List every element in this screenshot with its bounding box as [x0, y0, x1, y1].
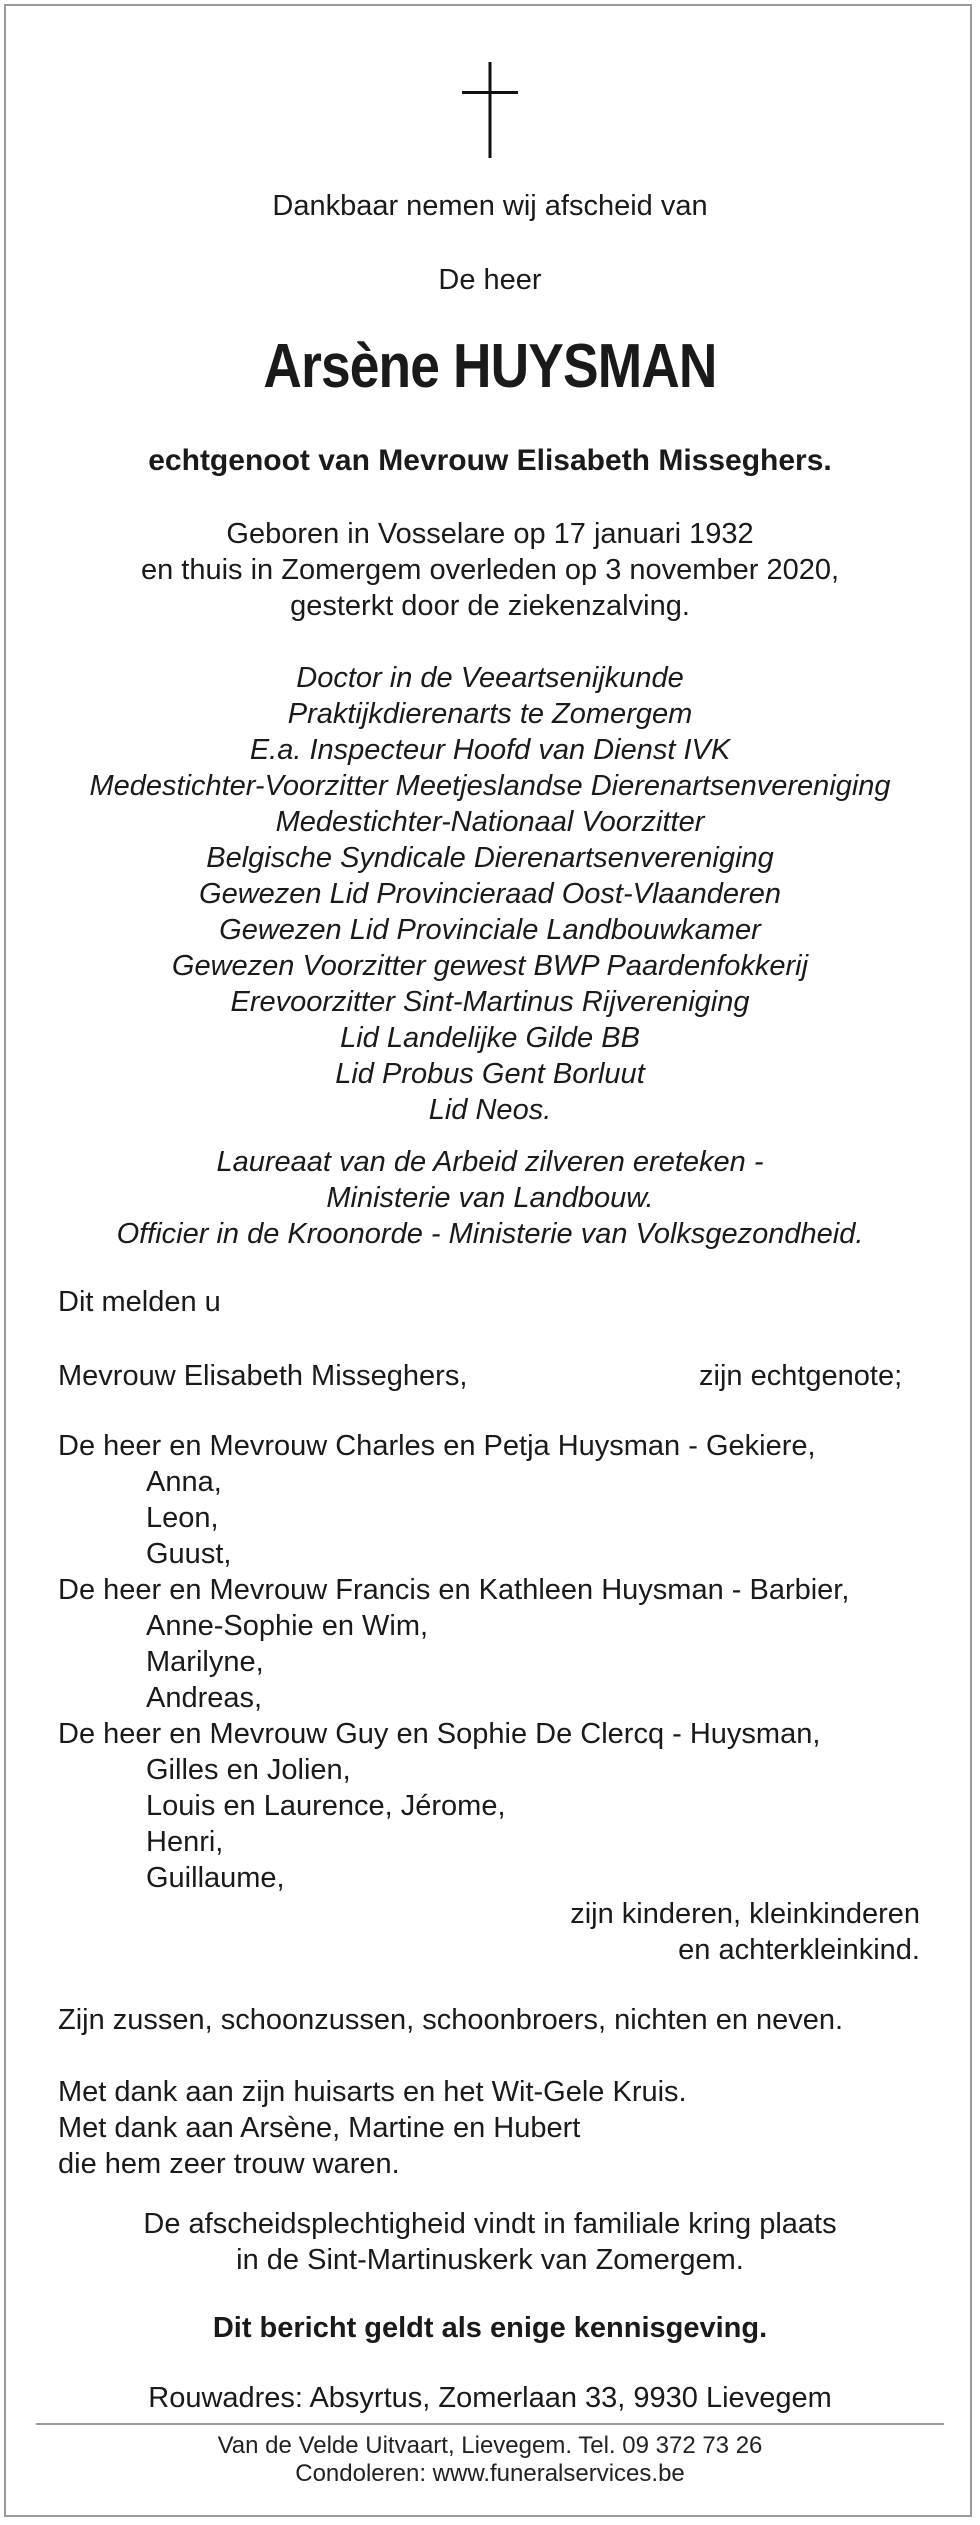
ceremony-line: De afscheidsplechtigheid vindt in familiale kring plaats: [143, 2208, 837, 2240]
salutation: De heer: [438, 264, 542, 296]
title-line: Lid Landelijke Gilde BB: [340, 1022, 640, 1054]
deceased-name: Arsène HUYSMAN: [263, 332, 717, 401]
title-line: E.a. Inspecteur Hoofd van Dienst IVK: [249, 734, 731, 766]
family-line: De heer en Mevrouw Charles en Petja Huysman - Gekiere,: [58, 1430, 816, 1462]
spouse-line: echtgenoot van Mevrouw Elisabeth Misseghers.: [148, 444, 832, 477]
family-line: Marilyne,: [146, 1646, 264, 1678]
announce-line: Dit melden u: [58, 1286, 221, 1318]
family-line: Gilles en Jolien,: [146, 1754, 351, 1786]
title-line: Doctor in de Veeartsenijkunde: [296, 662, 684, 694]
title-line: Lid Probus Gent Borluut: [335, 1058, 645, 1090]
title-line: Lid Neos.: [428, 1094, 552, 1126]
family-line: Leon,: [146, 1502, 219, 1534]
title-line: Gewezen Voorzitter gewest BWP Paardenfokkerij: [171, 950, 809, 982]
children-role-line: zijn kinderen, kleinkinderen: [570, 1898, 920, 1930]
birth-death-line: en thuis in Zomergem overleden op 3 november 2020,: [140, 554, 840, 586]
family-line: Guust,: [146, 1538, 232, 1570]
honour-line: Laureaat van de Arbeid zilveren ereteken -: [216, 1146, 764, 1178]
family-line: Anne-Sophie en Wim,: [146, 1610, 429, 1642]
condolences-line: Condoleren: www.funeralservices.be: [295, 2460, 685, 2487]
family-line: Louis en Laurence, Jérome,: [146, 1790, 506, 1822]
honour-line: Officier in de Kroonorde - Ministerie van Volksgezondheid.: [116, 1218, 864, 1250]
thanks-line: Met dank aan zijn huisarts en het Wit-Gele Kruis.: [58, 2076, 687, 2108]
thanks-line: Met dank aan Arsène, Martine en Hubert: [58, 2112, 581, 2144]
family-line: Guillaume,: [146, 1862, 285, 1894]
thanks-line: die hem zeer trouw waren.: [58, 2148, 400, 2180]
title-line: Gewezen Lid Provincieraad Oost-Vlaanderen: [199, 878, 781, 910]
spouse-role: zijn echtgenote;: [699, 1360, 903, 1392]
birth-death-line: Geboren in Vosselare op 17 januari 1932: [226, 518, 754, 550]
title-line: Gewezen Lid Provinciale Landbouwkamer: [219, 914, 761, 946]
spouse-name: Mevrouw Elisabeth Misseghers,: [58, 1360, 468, 1392]
family-line: Henri,: [146, 1826, 224, 1858]
latin-cross-icon: [462, 62, 518, 158]
intro-line: Dankbaar nemen wij afscheid van: [272, 190, 708, 222]
siblings-line: Zijn zussen, schoonzussen, schoonbroers, nichten en neven.: [58, 2004, 844, 2036]
birth-death-line: gesterkt door de ziekenzalving.: [290, 590, 690, 622]
title-line: Medestichter-Voorzitter Meetjeslandse Dierenartsenvereniging: [89, 770, 891, 802]
footer-divider: [36, 2423, 944, 2425]
mourning-address: Rouwadres: Absyrtus, Zomerlaan 33, 9930 Lievegem: [148, 2382, 832, 2414]
family-line: Andreas,: [146, 1682, 263, 1714]
title-line: Belgische Syndicale Dierenartsenvereniging: [206, 842, 774, 874]
family-line: Anna,: [146, 1466, 222, 1498]
family-line: De heer en Mevrouw Guy en Sophie De Clercq - Huysman,: [58, 1718, 821, 1750]
title-line: Praktijkdierenarts te Zomergem: [287, 698, 693, 730]
sole-notice-line: Dit bericht geldt als enige kennisgeving.: [212, 2312, 768, 2344]
ceremony-line: in de Sint-Martinuskerk van Zomergem.: [236, 2244, 744, 2276]
honour-line: Ministerie van Landbouw.: [326, 1182, 654, 1214]
undertaker-line: Van de Velde Uitvaart, Lievegem. Tel. 09 372 73 26: [217, 2432, 763, 2459]
family-line: De heer en Mevrouw Francis en Kathleen Huysman - Barbier,: [58, 1574, 850, 1606]
title-line: Erevoorzitter Sint-Martinus Rijvereniging: [230, 986, 750, 1018]
children-role-line: en achterkleinkind.: [678, 1934, 920, 1966]
title-line: Medestichter-Nationaal Voorzitter: [275, 806, 705, 838]
